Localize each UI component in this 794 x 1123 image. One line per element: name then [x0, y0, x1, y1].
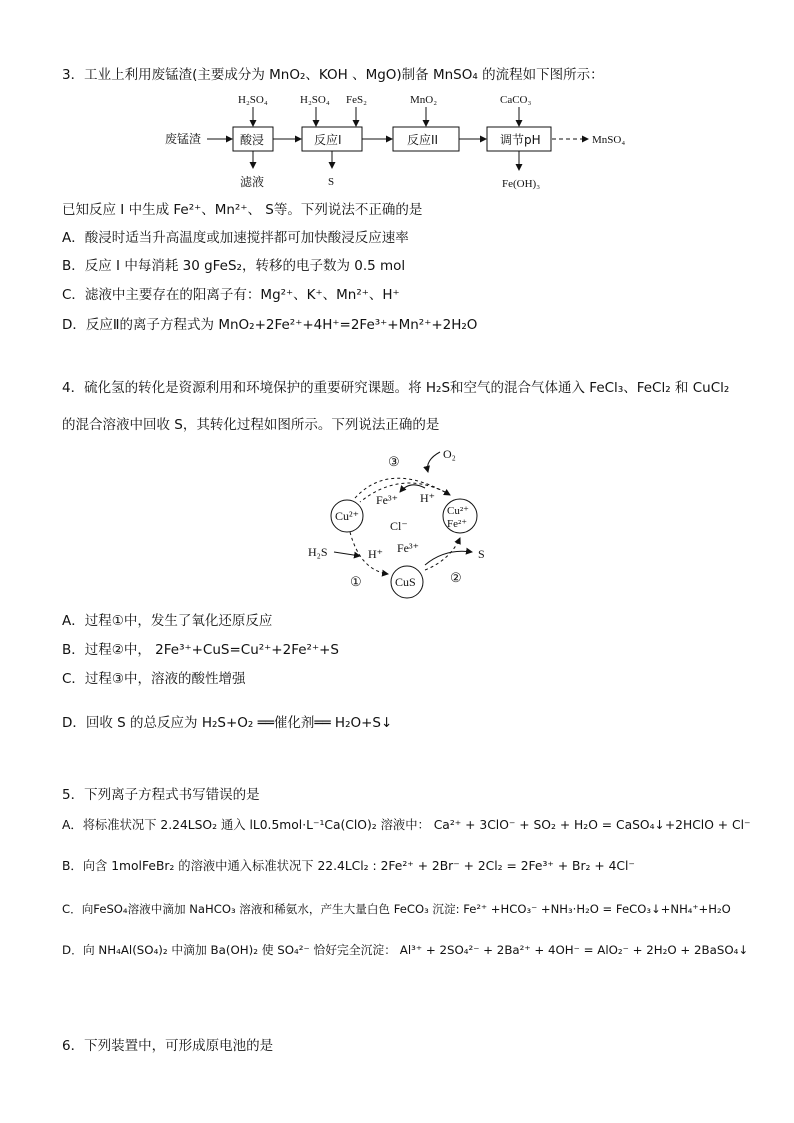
q4-stem-line2: 的混合溶液中回收 S，其转化过程如图所示。下列说法正确的是 [62, 417, 440, 433]
flow-product: MnSO₄ [592, 134, 626, 146]
flow-out4: Fe(OH)₃ [502, 178, 541, 190]
cu-right-label: Cu²⁺ [447, 505, 469, 517]
s-label: S [478, 547, 485, 561]
flow-box2-label: 反应I [314, 133, 342, 147]
h2s-label: H₂S [308, 545, 328, 559]
h-bottom-label: H⁺ [368, 547, 383, 561]
q3-stem: 3．工业上利用废锰渣(主要成分为 MnO₂、KOH 、MgO)制备 MnSO₄ 的流程如下图所示： [62, 67, 604, 83]
flow-in2b: FeS₂ [346, 94, 367, 106]
q3-flow-diagram [160, 88, 640, 192]
step2-label: ② [450, 570, 462, 585]
q3-option-b: B．反应 I 中每消耗 30 gFeS₂，转移的电子数为 0.5 mol [62, 258, 406, 274]
q4-option-a: A．过程①中，发生了氧化还原反应 [62, 613, 273, 629]
flow-in3: MnO₂ [410, 94, 438, 106]
q3-option-d: D．反应Ⅱ的离子方程式为 MnO₂+2Fe²⁺+4H⁺=2Fe³⁺+Mn²⁺+2H₂O [62, 317, 478, 333]
flow-out1: 滤液 [240, 175, 265, 189]
o2-label: O₂ [443, 447, 456, 461]
flow-in1: H₂SO₄ [238, 94, 268, 106]
flow-box1-label: 酸浸 [240, 133, 265, 147]
flow-box3-label: 反应II [407, 133, 439, 147]
q4-option-d: D．回收 S 的总反应为 H₂S+O₂ ══催化剂══ H₂O+S↓ [62, 715, 393, 731]
cu-left-label: Cu²⁺ [335, 509, 359, 523]
q5-option-c: C．向FeSO₄溶液中滴加 NaHCO₃ 溶液和稀氨水，产生大量白色 FeCO₃ 沉淀: Fe²⁺ +HCO₃⁻ +NH₃·H₂O = FeCO₃↓+NH₄⁺+H₂O [62, 902, 731, 916]
q3-option-c: C．滤液中主要存在的阳离子有：Mg²⁺、K⁺、Mn²⁺、H⁺ [62, 287, 400, 303]
q5-option-d: D．向 NH₄Al(SO₄)₂ 中滴加 Ba(OH)₂ 使 SO₄²⁻ 恰好完全沉淀： Al³⁺ + 2SO₄²⁻ + 2Ba²⁺ + 4OH⁻ = AlO₂⁻ + 2H₂O + 2BaSO₄↓ [62, 943, 749, 957]
q5-stem: 5．下列离子方程式书写错误的是 [62, 787, 260, 803]
flow-in4: CaCO₃ [500, 94, 532, 106]
flow-feed: 废锰渣 [165, 132, 202, 146]
flow-in2a: H₂SO₄ [300, 94, 330, 106]
h-top-label: H⁺ [420, 491, 435, 505]
fe3-bottom-label: Fe³⁺ [397, 541, 419, 555]
fe3-top-label: Fe³⁺ [376, 493, 398, 507]
q4-option-c: C．过程③中，溶液的酸性增强 [62, 671, 246, 687]
q4-cycle-diagram [300, 440, 500, 604]
flow-box4-label: 调节pH [500, 133, 541, 147]
q4-option-b: B．过程②中， 2Fe³⁺+CuS=Cu²⁺+2Fe²⁺+S [62, 642, 339, 658]
q6-stem: 6．下列装置中，可形成原电池的是 [62, 1038, 274, 1054]
q5-option-b: B．向含 1molFeBr₂ 的溶液中通入标准状况下 22.4LCl₂ : 2Fe²⁺ + 2Br⁻ + 2Cl₂ = 2Fe³⁺ + Br₂ + 4Cl⁻ [62, 859, 635, 873]
cl-label: Cl⁻ [390, 519, 408, 533]
q4-stem-line1: 4．硫化氢的转化是资源利用和环境保护的重要研究课题。将 H₂S和空气的混合气体通入 FeCl₃、FeCl₂ 和 CuCl₂ [62, 380, 730, 396]
step1-label: ① [350, 574, 362, 589]
q3-note: 已知反应 I 中生成 Fe²⁺、Mn²⁺、 S等。下列说法不正确的是 [62, 202, 423, 218]
step3-label: ③ [388, 454, 400, 469]
q5-option-a: A．将标准状况下 2.24LSO₂ 通入 lL0.5mol·L⁻¹Ca(ClO)₂ 溶液中： Ca²⁺ + 3ClO⁻ + SO₂ + H₂O = CaSO₄↓+2HClO + Cl⁻ [62, 818, 751, 832]
flow-out2: S [328, 176, 335, 188]
q3-option-a: A．酸浸时适当升高温度或加速搅拌都可加快酸浸反应速率 [62, 230, 409, 246]
fe-right-label: Fe²⁺ [447, 518, 468, 530]
cus-label: CuS [395, 575, 416, 589]
